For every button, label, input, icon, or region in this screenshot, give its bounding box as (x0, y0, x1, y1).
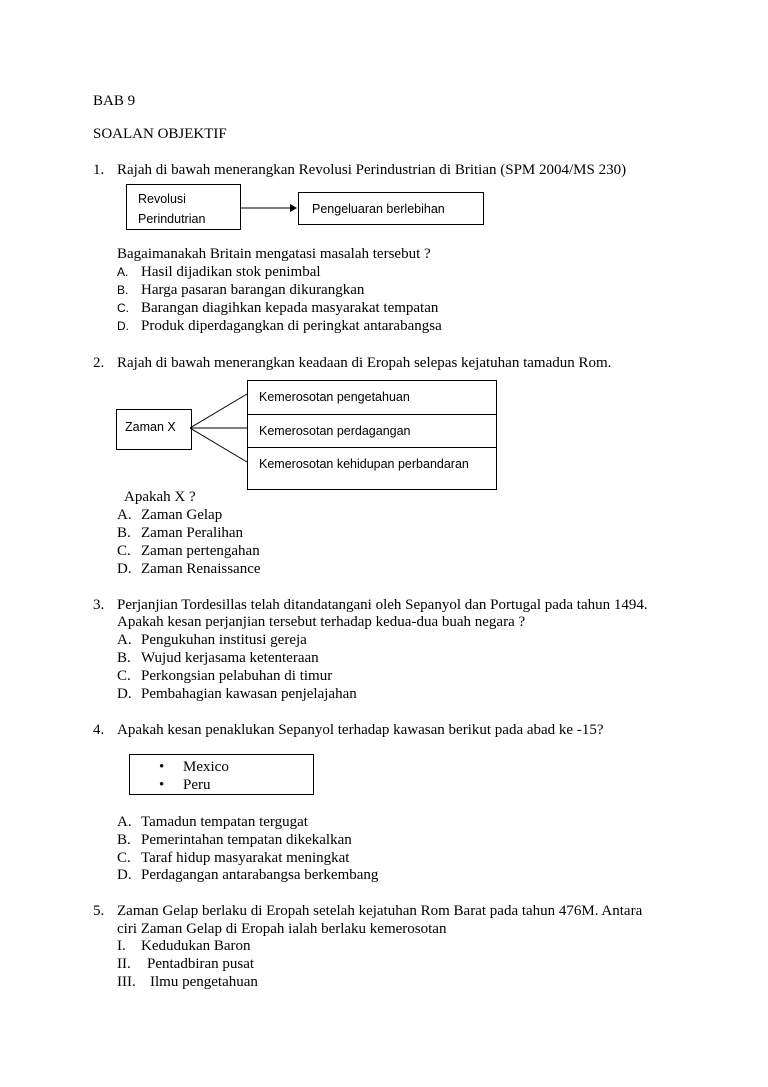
option-a: A. Tamadun tempatan tergugat (117, 814, 308, 830)
option-c: C. Perkongsian pelabuhan di timur (117, 668, 333, 684)
question-text: Rajah di bawah menerangkan Revolusi Perindustrian di Britian (SPM 2004/MS 230) (117, 162, 627, 178)
diagram-row-1: Kemerosotan pengetahuan (259, 390, 410, 404)
diagram-cause-line1: Revolusi (138, 192, 186, 206)
option-b: B. Harga pasaran barangan dikurangkan (117, 282, 365, 298)
question-text: Apakah kesan penaklukan Sepanyol terhadap kawasan berikut pada abad ke -15? (117, 722, 604, 738)
diagram-effect-text: Pengeluaran berlebihan (312, 202, 445, 216)
question-text-line2: ciri Zaman Gelap di Eropah ialah berlaku kemerosotan (117, 921, 447, 937)
diagram-cause-line2: Perindutrian (138, 212, 206, 226)
diagram-branch-lines (190, 380, 250, 490)
bullet-item: • Mexico (159, 759, 229, 775)
question-prompt: Bagaimanakah Britain mengatasi masalah tersebut ? (117, 246, 431, 262)
option-c: C. Taraf hidup masyarakat meningkat (117, 850, 350, 866)
question-number: 3. (93, 597, 105, 613)
item-ii: II. Pentadbiran pusat (117, 956, 255, 972)
section-heading: SOALAN OBJEKTIF (93, 126, 227, 142)
question-4 (93, 721, 603, 739)
question-number: 1. (93, 162, 105, 178)
bullet-icon: • (159, 759, 165, 775)
diagram-box-effect (298, 192, 484, 225)
option-c: C. Zaman pertengahan (117, 543, 260, 559)
question-number: 4. (93, 722, 105, 738)
option-a: A. Zaman Gelap (117, 507, 223, 523)
option-d: D. Zaman Renaissance (117, 561, 261, 577)
diagram-row-2: Kemerosotan perdagangan (259, 424, 411, 438)
bullet-item: • Peru (159, 777, 211, 793)
question-number: 2. (93, 355, 105, 371)
diagram-box-cause (126, 184, 241, 230)
divider (248, 414, 496, 415)
option-a: A. Hasil dijadikan stok penimbal (117, 264, 321, 280)
question-number: 5. (93, 903, 105, 919)
option-b: B. Pemerintahan tempatan dikekalkan (117, 832, 352, 848)
diagram-zaman-x-text: Zaman X (125, 420, 176, 434)
option-d: D. Produk diperdagangkan di peringkat antarabangsa (117, 318, 442, 334)
option-d: D. Pembahagian kawasan penjelajahan (117, 686, 357, 702)
option-c: C. Barangan diagihkan kepada masyarakat tempatan (117, 300, 439, 316)
diagram-arrow (240, 200, 298, 216)
question-1 (93, 161, 626, 179)
question-2 (93, 354, 611, 372)
question-5 (93, 902, 642, 920)
diagram-box-effects (247, 380, 497, 490)
option-a: A. Pengukuhan institusi gereja (117, 632, 307, 648)
option-d: D. Perdagangan antarabangsa berkembang (117, 867, 379, 883)
question-text: Rajah di bawah menerangkan keadaan di Eropah selepas kejatuhan tamadun Rom. (117, 355, 612, 371)
question-text: Zaman Gelap berlaku di Eropah setelah kejatuhan Rom Barat pada tahun 476M. Antara (117, 903, 643, 919)
question-text-line2: Apakah kesan perjanjian tersebut terhadap kedua-dua buah negara ? (117, 614, 526, 630)
question-text: Perjanjian Tordesillas telah ditandatangani oleh Sepanyol dan Portugal pada tahun 1494. (117, 597, 648, 613)
item-i: I. Kedudukan Baron (117, 938, 251, 954)
option-b: B. Zaman Peralihan (117, 525, 244, 541)
diagram-row-3: Kemerosotan kehidupan perbandaran (259, 457, 469, 471)
bullet-list-box (129, 754, 314, 795)
divider (248, 447, 496, 448)
option-b: B. Wujud kerjasama ketenteraan (117, 650, 319, 666)
diagram-box-zaman-x (116, 409, 192, 450)
question-3 (93, 596, 648, 614)
item-iii: III. Ilmu pengetahuan (117, 974, 258, 990)
question-prompt: Apakah X ? (124, 489, 196, 505)
chapter-heading: BAB 9 (93, 93, 136, 109)
bullet-icon: • (159, 777, 165, 793)
